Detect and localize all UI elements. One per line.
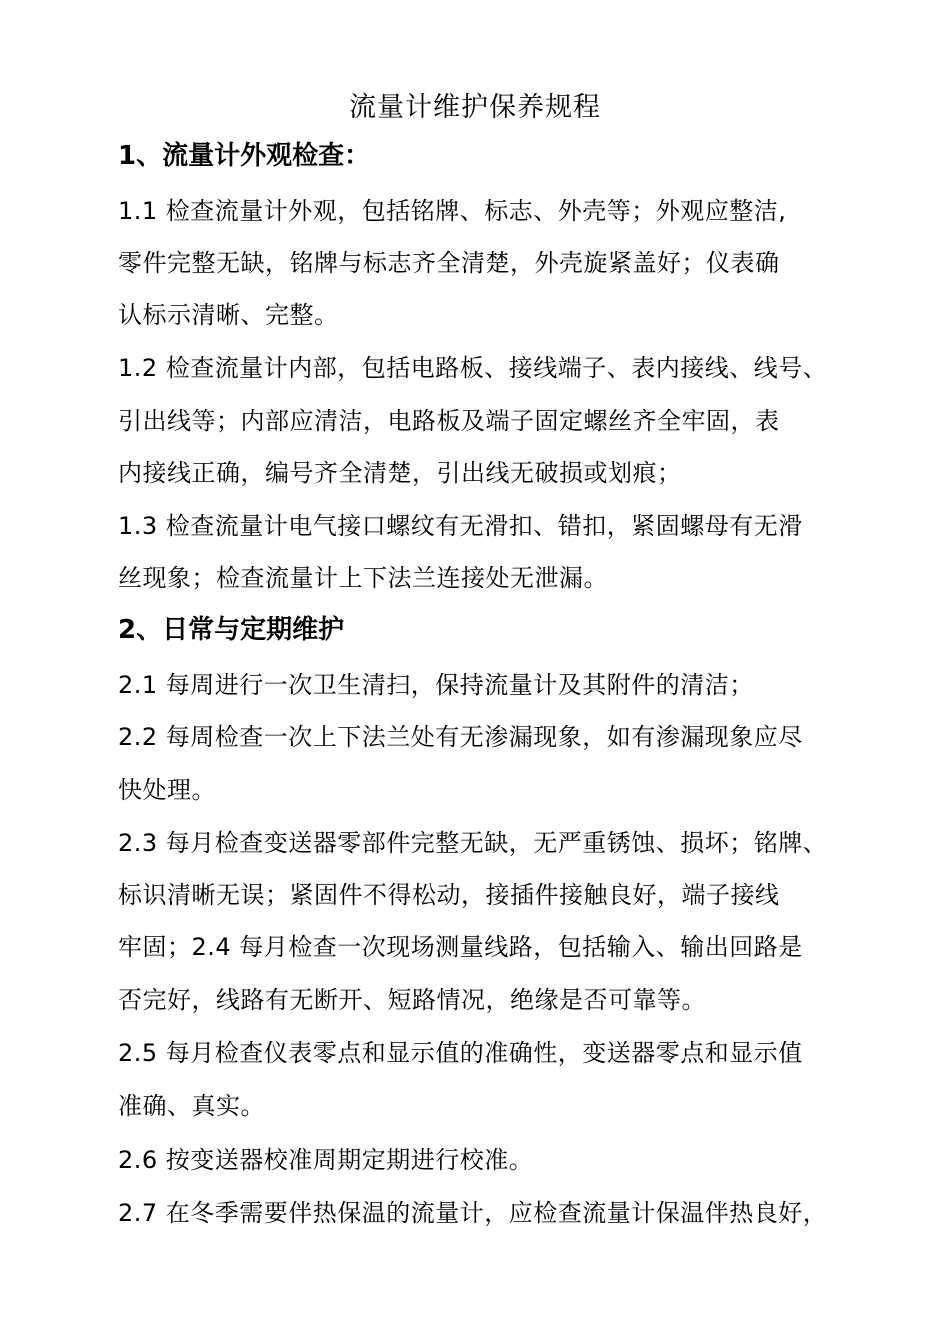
section-2-line-4: 2.3 每月检查变送器零部件完整无缺，无严重锈蚀、损坏；铭牌、 [118, 829, 828, 857]
section-2-line-2: 2.2 每周检查一次上下法兰处有无渗漏现象，如有渗漏现象应尽 [118, 723, 803, 751]
section-1-line-7: 1.3 检查流量计电气接口螺纹有无滑扣、错扣，紧固螺母有无滑 [118, 512, 803, 540]
section-1-line-6: 内接线正确，编号齐全清楚，引出线无破损或划痕； [118, 459, 682, 487]
section-2-line-1: 2.1 每周进行一次卫生清扫，保持流量计及其附件的清洁； [118, 671, 754, 699]
section-1-line-2: 零件完整无缺，铭牌与标志齐全清楚，外壳旋紧盖好；仪表确 [118, 249, 780, 277]
section-2-line-6: 牢固；2.4 每月检查一次现场测量线路，包括输入、输出回路是 [118, 933, 803, 961]
section-2-line-10: 2.6 按变送器校准周期定期进行校准。 [118, 1146, 534, 1174]
section-1-line-8: 丝现象；检查流量计上下法兰连接处无泄漏。 [118, 564, 608, 592]
section-2-line-8: 2.5 每月检查仪表零点和显示值的准确性，变送器零点和显示值 [118, 1039, 803, 1067]
section-heading-2: 2、日常与定期维护 [118, 615, 345, 645]
section-heading-1: 1、流量计外观检查： [118, 141, 371, 171]
section-1-line-5: 引出线等；内部应清洁，电路板及端子固定螺丝齐全牢固，表 [118, 407, 780, 435]
section-1-line-1: 1.1 检查流量计外观，包括铭牌、标志、外壳等；外观应整洁, [118, 197, 787, 225]
section-2-line-3: 快处理。 [118, 776, 216, 804]
section-2-line-9: 准确、真实。 [118, 1092, 265, 1120]
section-1-line-4: 1.2 检查流量计内部，包括电路板、接线端子、表内接线、线号、 [118, 354, 828, 382]
section-2-line-11: 2.7 在冬季需要伴热保温的流量计，应检查流量计保温伴热良好， [118, 1199, 828, 1227]
section-1-line-3: 认标示清晰、完整。 [118, 301, 339, 329]
section-2-line-5: 标识清晰无误；紧固件不得松动，接插件接触良好，端子接线 [118, 881, 780, 909]
section-2-line-7: 否完好，线路有无断开、短路情况，绝缘是否可靠等。 [118, 986, 706, 1014]
document-title: 流量计维护保养规程 [349, 92, 601, 123]
